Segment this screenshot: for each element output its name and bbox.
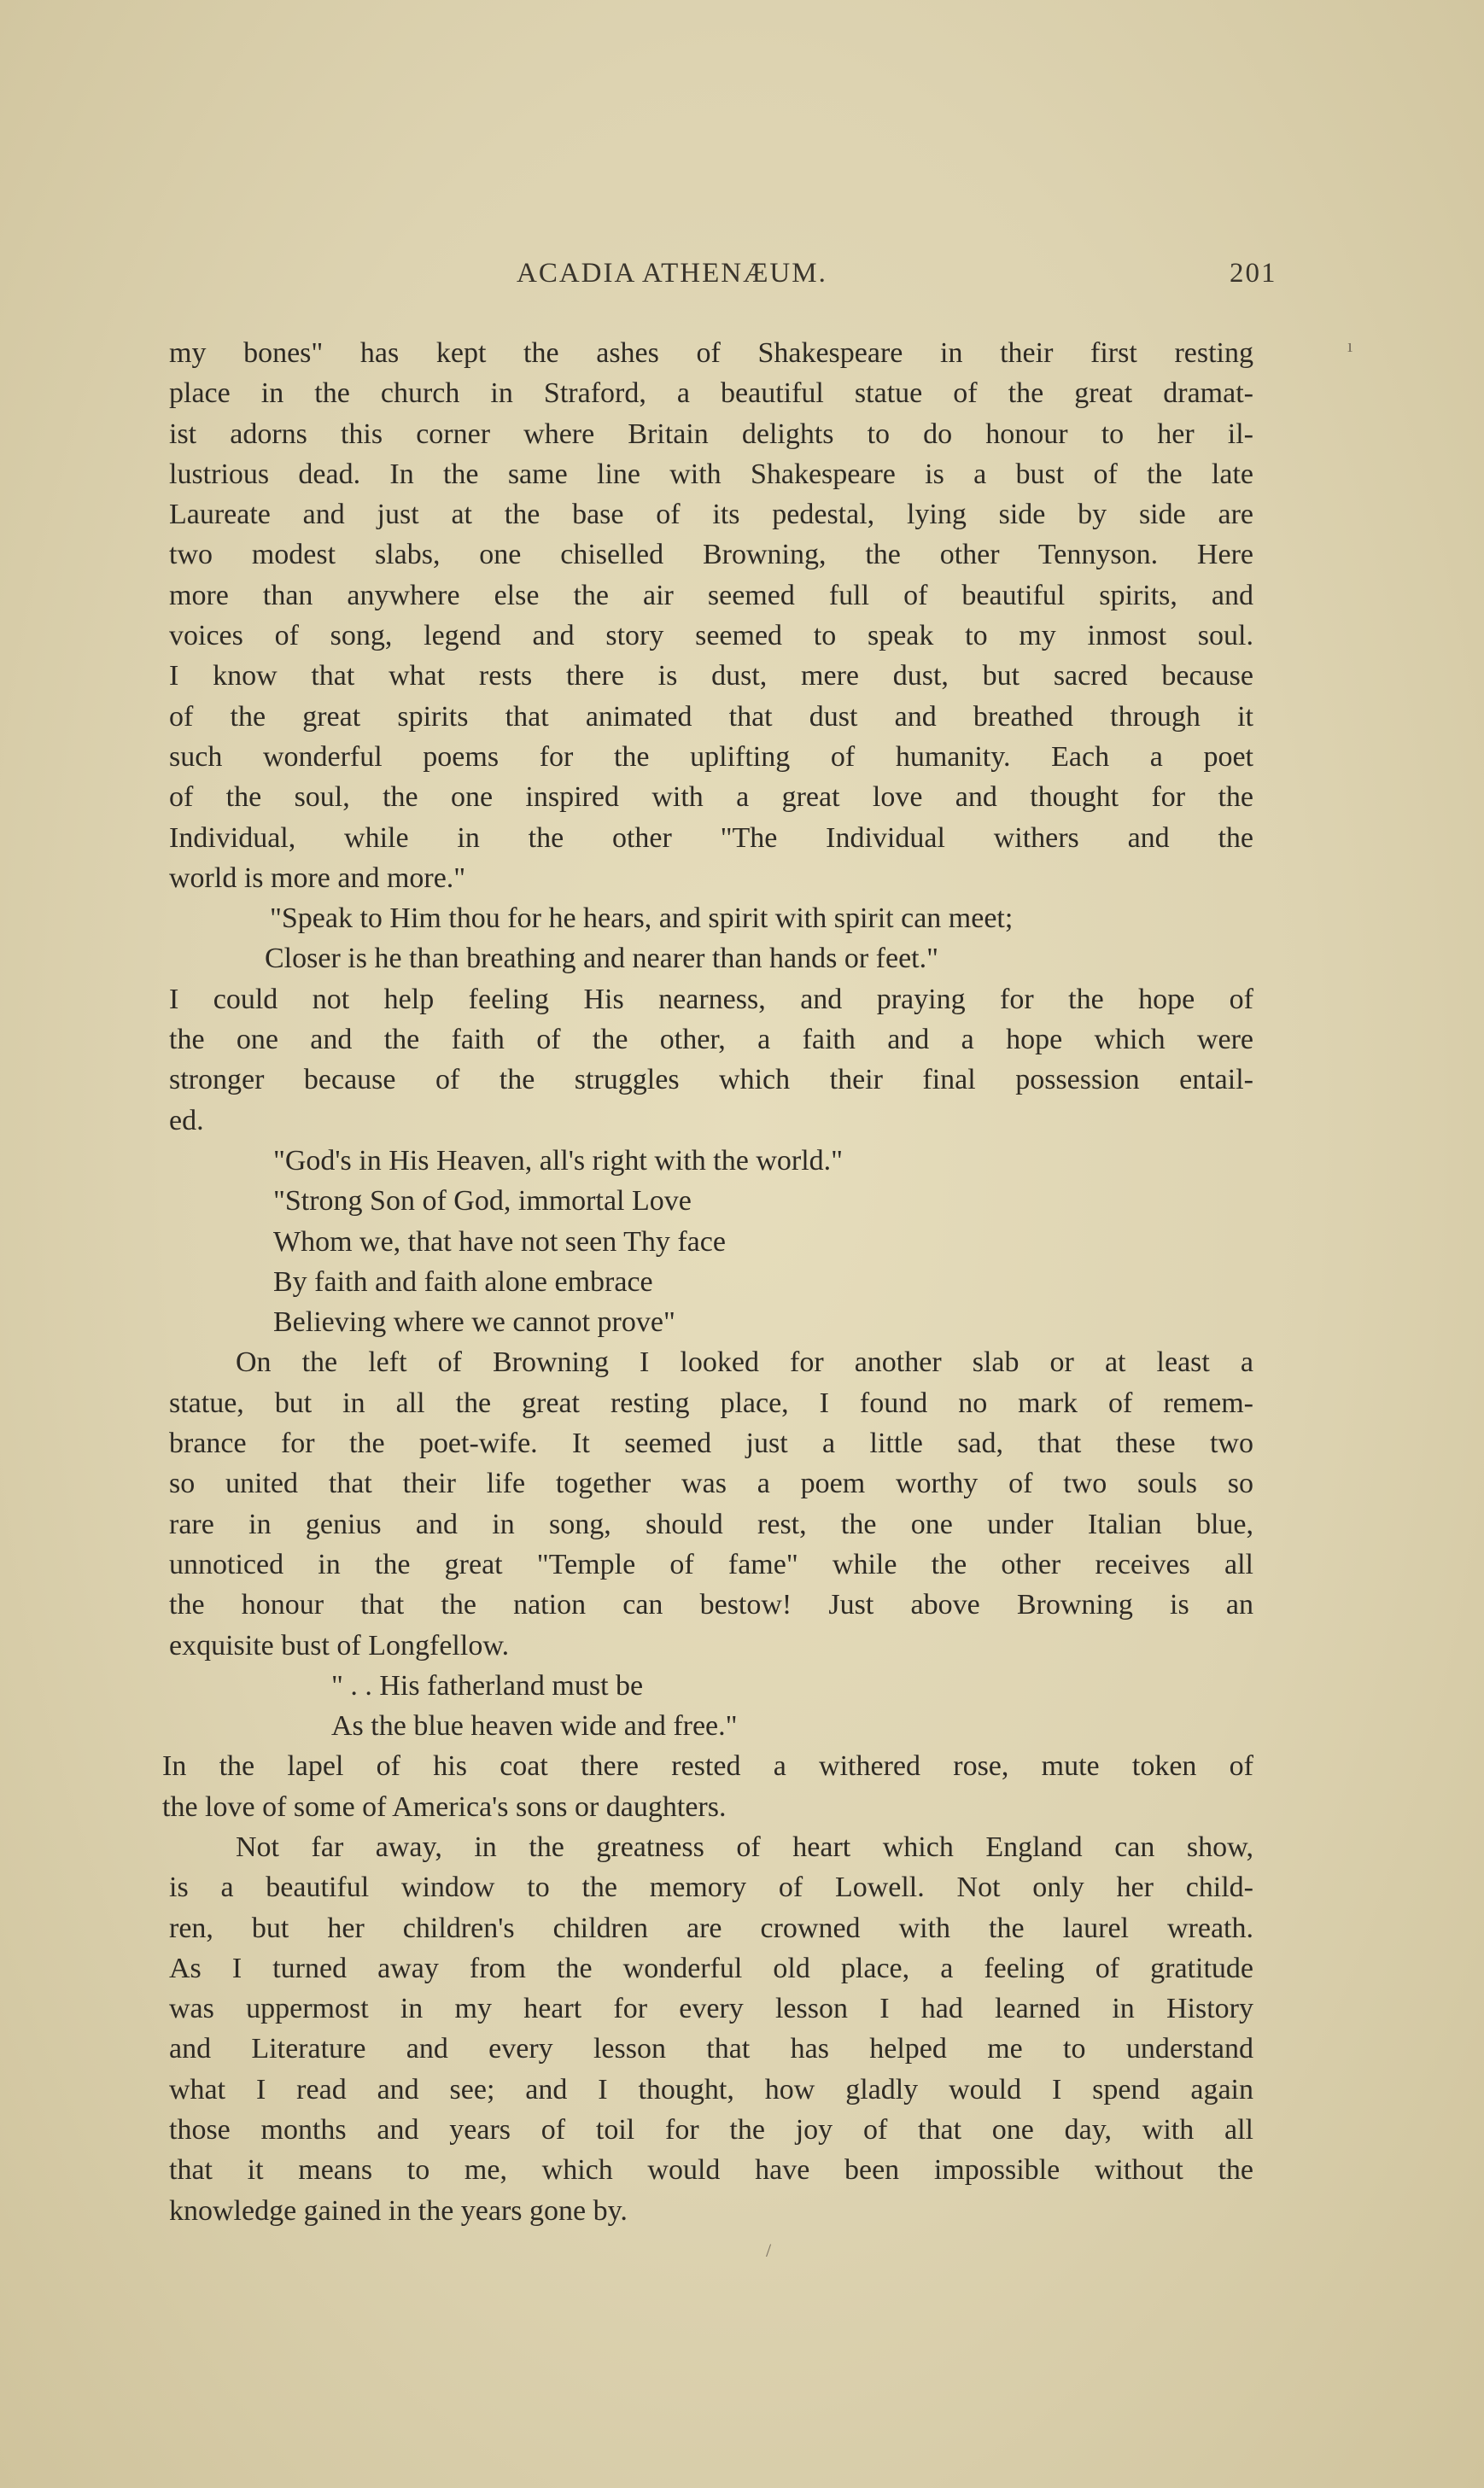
running-head [0,258,1484,301]
quotation-line: "Strong Son of God, immortal Love [273,1185,692,1218]
quotation-line: Believing where we cannot prove" [273,1306,675,1339]
text-line: brance for the poet-wife. It seemed just a little sad, that these two [169,1428,1253,1460]
quotation-line: By faith and faith alone embrace [273,1265,653,1298]
text-line: As I turned away from the wonderful old place, a feeling of gratitude [169,1952,1253,1984]
text-line: world is more and more." [169,861,466,894]
text-line: of the great spirits that animated that dust and breathed through it [169,700,1253,733]
text-line: is a beautiful window to the memory of Lowell. Not only her child- [169,1872,1253,1904]
text-line: those months and years of toil for the joy of that one day, with all [169,2114,1253,2146]
body-text [162,333,1253,2231]
page-number: 201 [1230,258,1277,289]
text-line: lustrious dead. In the same line with Shakespeare is a bust of the late [169,458,1253,490]
paper-speck: / [766,2240,772,2261]
text-line: statue, but in all the great resting place, I found no mark of remem- [169,1387,1253,1419]
text-line: I know that what rests there is dust, mere dust, but sacred because [169,660,1253,692]
quotation-line: Whom we, that have not seen Thy face [273,1225,726,1258]
text-line: the honour that the nation can bestow! Just above Browning is an [169,1589,1253,1621]
text-line: two modest slabs, one chiselled Browning, the other Tennyson. Here [169,539,1253,571]
text-line: and Literature and every lesson that has helped me to understand [169,2033,1253,2065]
quotation-line: Closer is he than breathing and nearer than hands or feet." [265,943,938,975]
text-line: ren, but her children's children are crowned with the laurel wreath. [169,1912,1253,1944]
text-line: Individual, while in the other "The Individual withers and the [169,821,1253,854]
text-line: ist adorns this corner where Britain delights to do honour to her il- [169,418,1253,450]
text-line: that it means to me, which would have been impossible without the [169,2154,1253,2187]
text-line: In the lapel of his coat there rested a withered rose, mute token of [162,1750,1253,1783]
text-line: such wonderful poems for the uplifting of humanity. Each a poet [169,740,1253,773]
text-line: voices of song, legend and story seemed to speak to my inmost soul. [169,620,1253,652]
text-line: ed. [169,1104,204,1136]
quotation-line: As the blue heaven wide and free." [331,1710,738,1743]
text-line: was uppermost in my heart for every lesson I had learned in History [169,1993,1253,2025]
text-line: stronger because of the struggles which their final possession entail- [169,1064,1253,1096]
quotation-line: "God's in His Heaven, all's right with the world." [273,1144,844,1177]
text-line: what I read and see; and I thought, how gladly would I spend again [169,2073,1253,2105]
quotation-line: "Speak to Him thou for he hears, and spirit with spirit can meet; [270,902,1014,935]
text-line: exquisite bust of Longfellow. [169,1629,510,1662]
text-line: the one and the faith of the other, a faith and a hope which were [169,1024,1253,1056]
journal-title: ACADIA ATHENÆUM. [517,258,827,289]
text-line: I could not help feeling His nearness, and praying for the hope of [169,983,1253,1015]
text-line: unnoticed in the great "Temple of fame" while the other receives all [169,1548,1253,1580]
text-line: knowledge gained in the years gone by. [169,2194,628,2227]
text-line: Not far away, in the greatness of heart which England can show, [236,1831,1253,1863]
text-line: my bones" has kept the ashes of Shakespeare in their first resting [169,337,1253,369]
text-line: On the left of Browning I looked for another slab or at least a [236,1346,1253,1379]
text-line: more than anywhere else the air seemed full of beautiful spirits, and [169,579,1253,611]
text-line: of the soul, the one inspired with a great love and thought for the [169,781,1253,814]
quotation-line: " . . His fatherland must be [331,1669,644,1702]
text-line: so united that their life together was a poem worthy of two souls so [169,1468,1253,1500]
text-line: the love of some of America's sons or daughters. [162,1790,727,1823]
text-line: rare in genius and in song, should rest, the one under Italian blue, [169,1508,1253,1540]
text-line: place in the church in Straford, a beautiful statue of the great dramat- [169,377,1253,410]
paper-speck: ı [1347,335,1353,356]
text-line: Laureate and just at the base of its pedestal, lying side by side are [169,499,1253,531]
